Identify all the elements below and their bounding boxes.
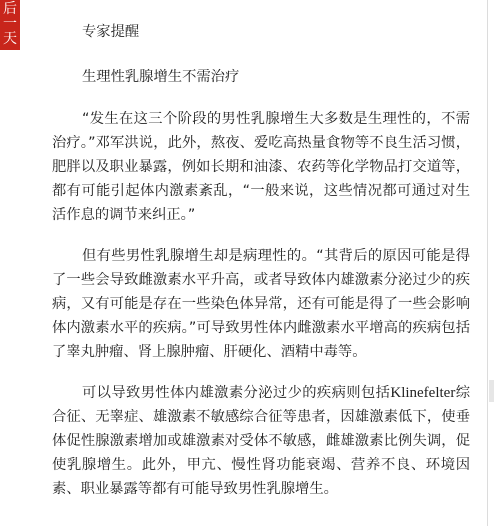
article-body — [52, 20, 470, 518]
paragraph-1: “发生在这三个阶段的男性乳腺增生大多数是生理性的，不需治疗。”邓军洪说，此外，熬夜、爱吃高热量食物等不良生活习惯，肥胖以及职业暴露，例如长期和油漆、农药等化学物品打交道等，都有可能引起体内激素紊乱，“一般来说，这些情况都可通过对生活作息的调节来纠正。” — [52, 111, 470, 223]
heading-expert-tip: 专家提醒 — [82, 24, 140, 40]
scrollbar-thumb[interactable] — [489, 380, 494, 402]
paragraph-3 — [52, 381, 470, 501]
paragraph-2: 但有些男性乳腺增生却是病理性的。“其背后的原因可能是得了一些会导致雌激素水平升高，或者导致体内雄激素分泌过少的疾病，又有可能是存在一些染色体异常，还有可能是得了一些会影响体内激素水平的疾病。”可导致男性体内雌激素水平增高的疾病包括了睾丸肿瘤、肾上腺肿瘤、肝硬化、酒精中毒等。 — [52, 248, 470, 360]
side-tab-char-1: 后 — [3, 1, 17, 17]
paragraph-3-text-a: 可以导致男性体内雄激素分泌过少的疾病则包括 — [82, 385, 391, 401]
paragraph-3-latin-term: Klinefelter — [390, 385, 456, 401]
side-tab-char-3: 天 — [3, 31, 17, 47]
heading-physiological: 生理性乳腺增生不需治疗 — [82, 69, 240, 85]
side-tab-char-2: 一 — [3, 16, 17, 32]
side-tab[interactable] — [0, 0, 20, 50]
page-right-border — [487, 0, 488, 526]
paragraph-3-text-b: 综合征、无睾症、雄激素不敏感综合征等患者，因雄激素低下，使垂体促性腺激素增加或雄激素对受体不敏感，雌雄激素比例失调，促使乳腺增生。此外，甲亢、慢性肾功能衰竭、营养不良、环境因素、职业暴露等都有可能导致男性乳腺增生。 — [52, 385, 471, 497]
